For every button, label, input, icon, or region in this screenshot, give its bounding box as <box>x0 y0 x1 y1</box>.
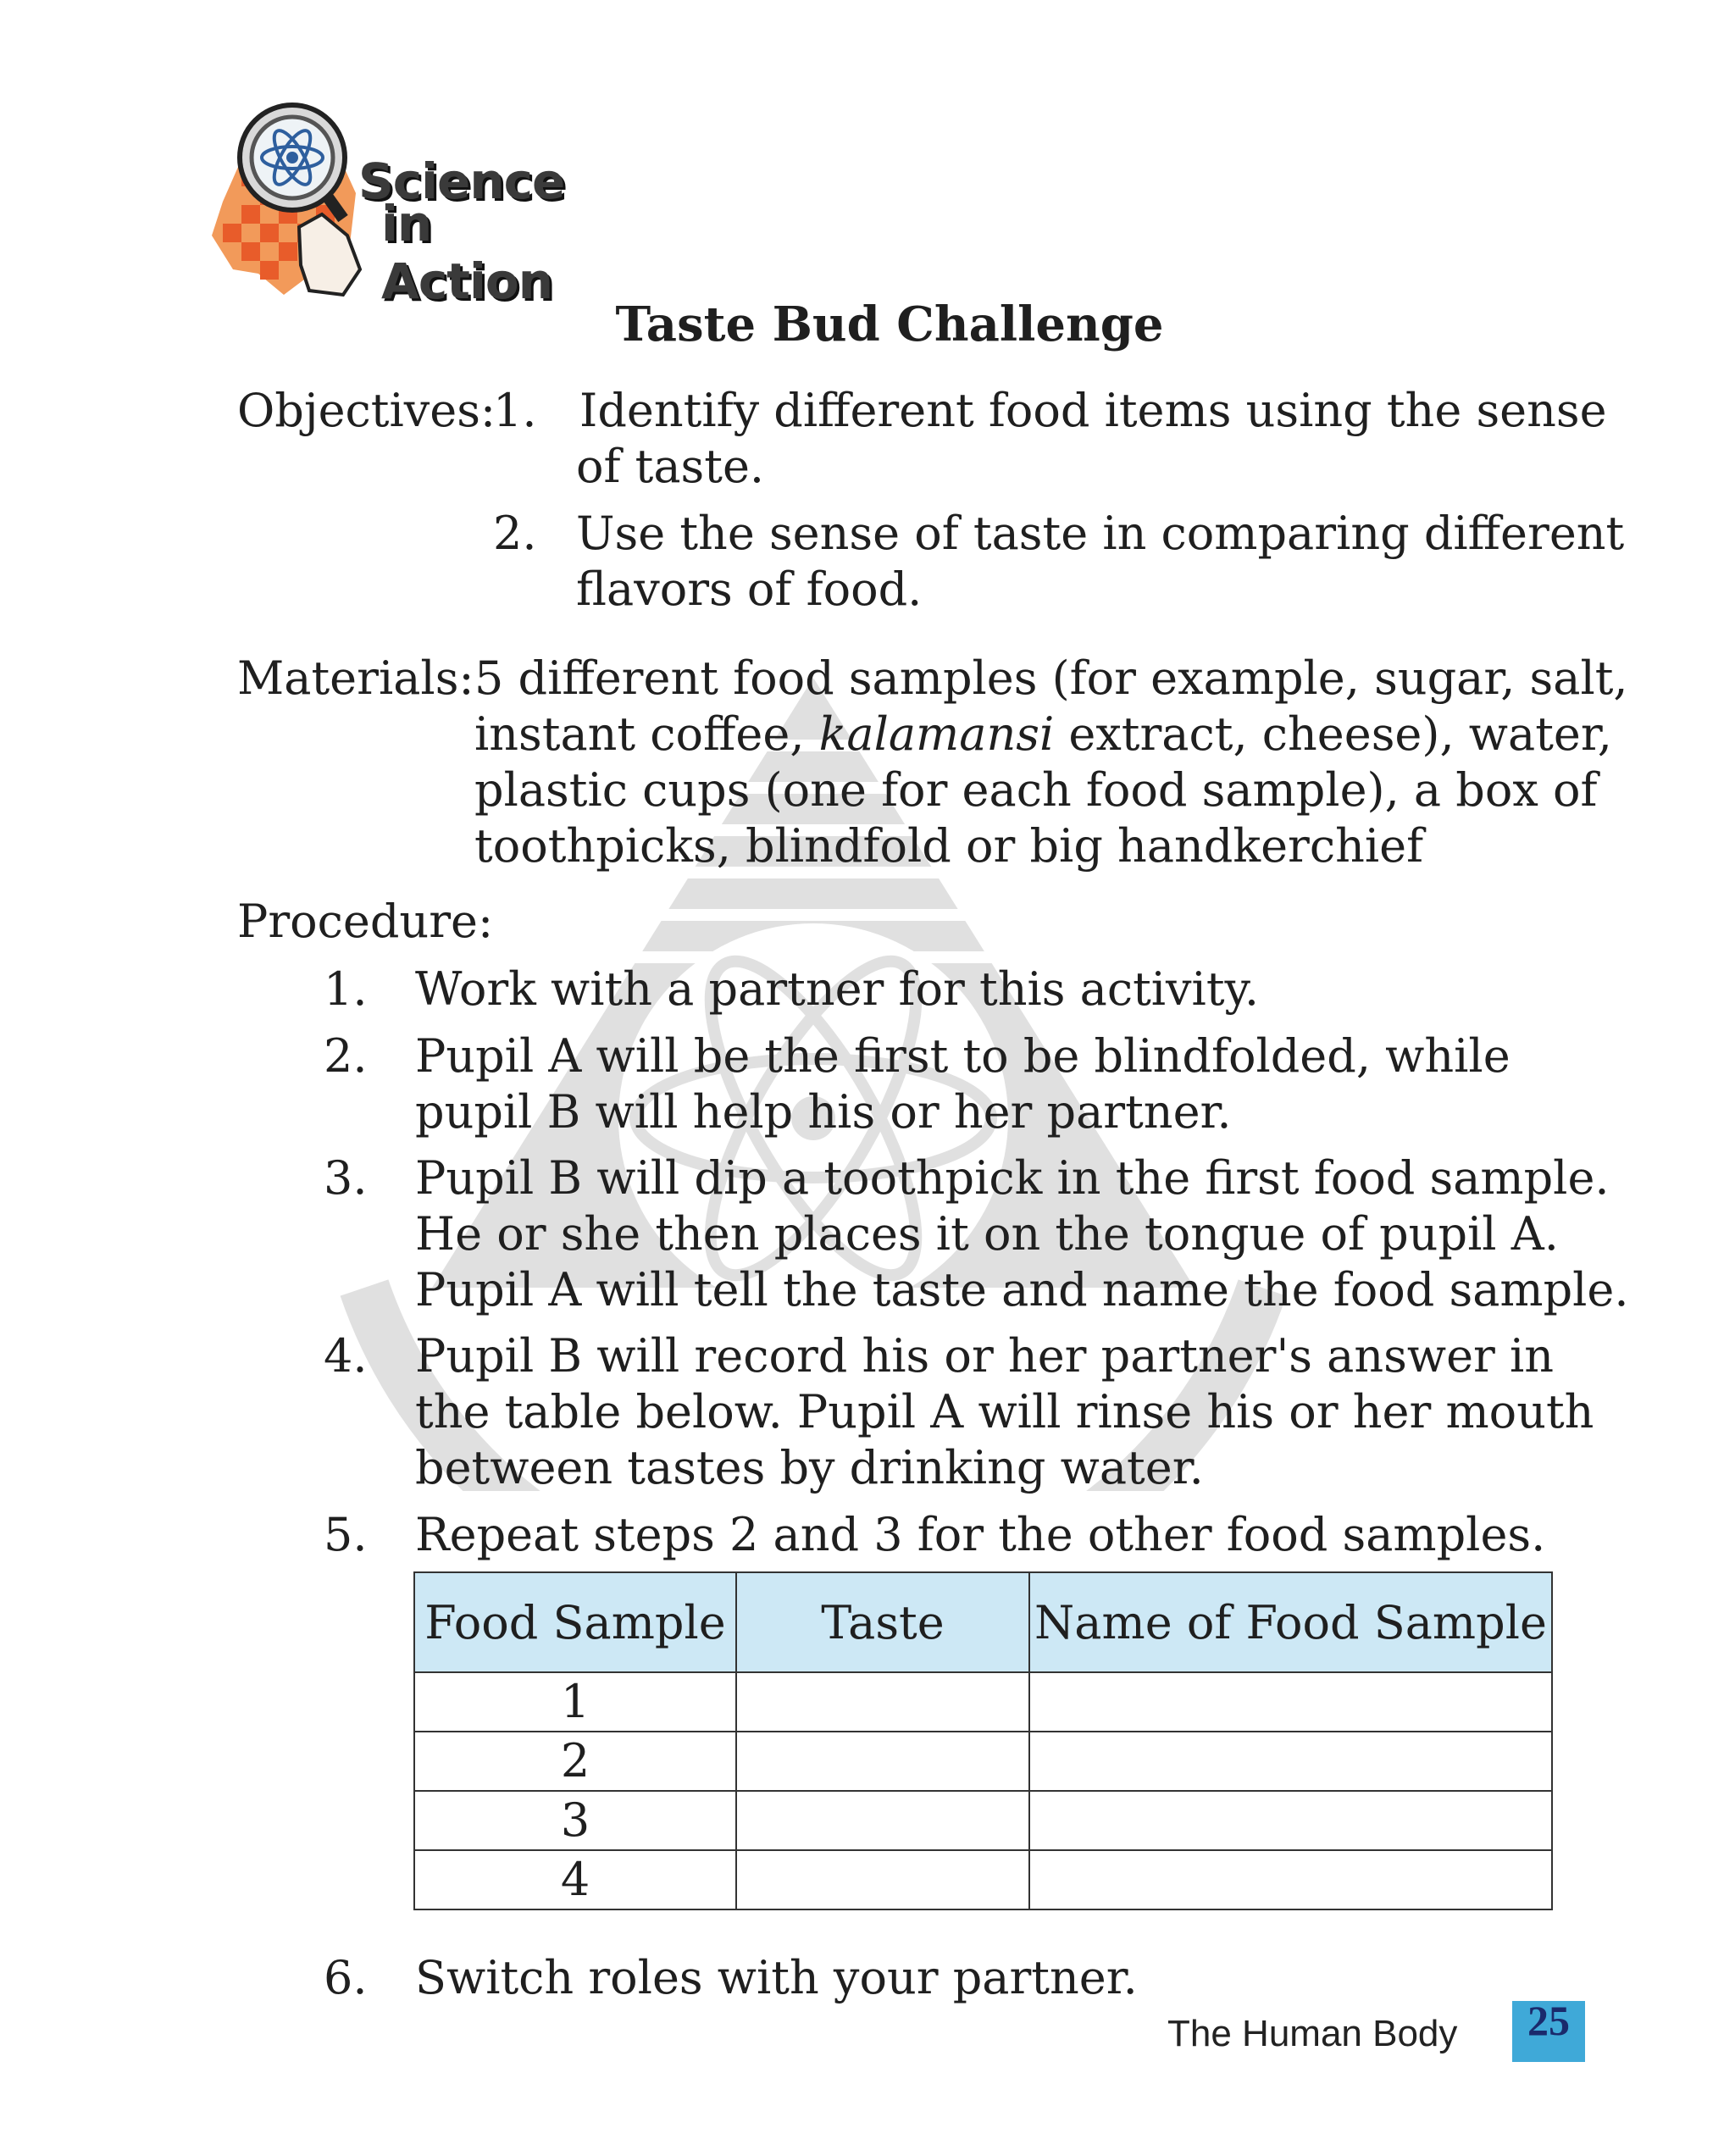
objective-number: 1. <box>493 384 537 437</box>
page-number: 25 <box>1527 1997 1570 2044</box>
step-text: Work with a partner for this activity. <box>415 962 1260 1016</box>
materials-text: 5 different food samples (for example, sugar, salt, <box>474 651 1628 705</box>
materials-text-segment: instant coffee, <box>474 707 819 761</box>
table-cell <box>1029 1850 1552 1909</box>
table-row <box>414 1732 1552 1791</box>
objective-text: Identify different food items using the sense <box>579 384 1607 437</box>
logo-word-in-action: in Action <box>381 195 553 310</box>
table-cell <box>736 1850 1029 1909</box>
objectives-label: Objectives: <box>237 384 496 437</box>
logo-word-science: Science <box>358 152 565 210</box>
table-header-row <box>414 1572 1552 1672</box>
step-text: Pupil B will record his or her partner's answer in <box>415 1329 1555 1383</box>
step-text: the table below. Pupil A will rinse his or her mouth <box>415 1385 1594 1438</box>
activity-title: Taste Bud Challenge <box>615 297 1164 352</box>
step-text: pupil B will help his or her partner. <box>415 1085 1232 1139</box>
materials-italic-term: kalamansi <box>818 707 1055 761</box>
step-text: Pupil B will dip a toothpick in the first food sample. <box>415 1151 1610 1205</box>
footer-chapter-label: The Human Body <box>1167 2013 1458 2054</box>
step-number: 2. <box>324 1029 368 1083</box>
table-header-cell: Name of Food Sample <box>1029 1572 1552 1672</box>
materials-text: toothpicks, blindfold or big handkerchief <box>474 819 1424 873</box>
step-text: He or she then places it on the tongue of pupil A. <box>415 1207 1559 1261</box>
table-cell <box>1029 1672 1552 1732</box>
table-row <box>414 1672 1552 1732</box>
table-cell <box>736 1791 1029 1850</box>
step-text: Pupil A will tell the taste and name the food sample. <box>415 1263 1629 1316</box>
table-cell: 1 <box>414 1672 736 1732</box>
step-text: Switch roles with your partner. <box>415 1951 1138 2004</box>
objective-text: Use the sense of taste in comparing different <box>576 507 1625 560</box>
step-text: between tastes by drinking water. <box>415 1441 1204 1494</box>
science-in-action-logo <box>208 100 614 310</box>
step-number: 3. <box>324 1151 368 1205</box>
step-text: Pupil A will be the first to be blindfolded, while <box>415 1029 1511 1083</box>
procedure-label: Procedure: <box>237 895 494 948</box>
objective-number: 2. <box>493 507 537 560</box>
table-header-cell: Taste <box>736 1572 1029 1672</box>
table-cell: 4 <box>414 1850 736 1909</box>
table-header-cell: Food Sample <box>414 1572 736 1672</box>
food-sample-table <box>413 1571 1553 1910</box>
step-number: 1. <box>324 962 368 1016</box>
table-cell <box>1029 1791 1552 1850</box>
table-cell: 2 <box>414 1732 736 1791</box>
table-cell <box>736 1732 1029 1791</box>
step-text: Repeat steps 2 and 3 for the other food samples. <box>415 1508 1546 1561</box>
table-cell: 3 <box>414 1791 736 1850</box>
table-cell <box>1029 1732 1552 1791</box>
step-number: 4. <box>324 1329 368 1383</box>
step-number: 5. <box>324 1508 368 1561</box>
objective-text: flavors of food. <box>576 563 923 616</box>
table-row <box>414 1791 1552 1850</box>
table-cell <box>736 1672 1029 1732</box>
materials-text-segment: extract, cheese), water, <box>1054 707 1612 761</box>
table-row <box>414 1850 1552 1909</box>
materials-label: Materials: <box>237 651 474 705</box>
objective-text: of taste. <box>576 440 765 493</box>
materials-text: plastic cups (one for each food sample), a box of <box>474 763 1598 817</box>
materials-text <box>474 707 1612 762</box>
step-number: 6. <box>324 1951 368 2004</box>
